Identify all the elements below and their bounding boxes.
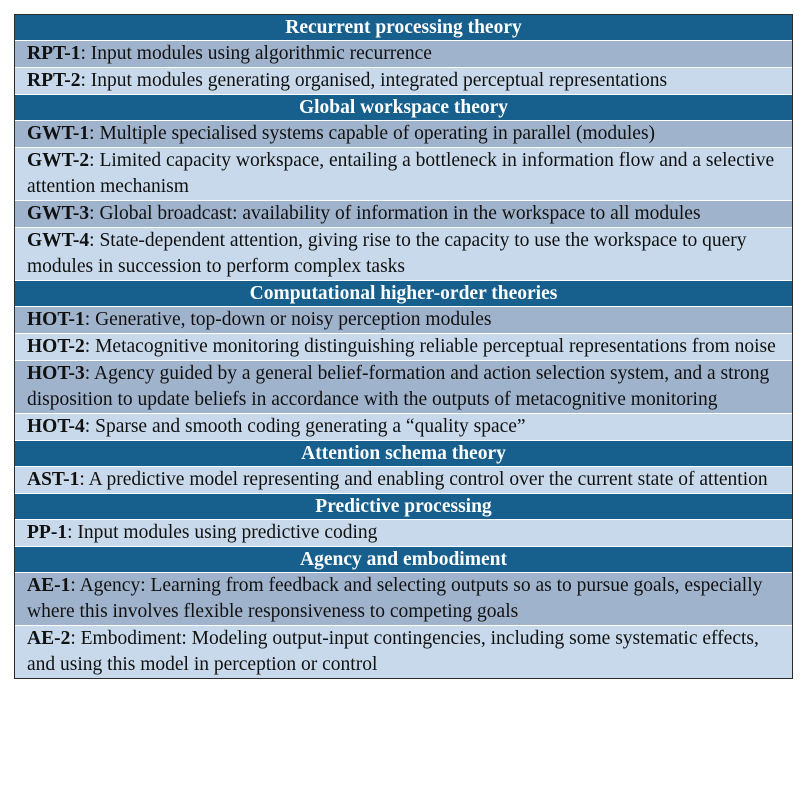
table-row: HOT-3: Agency guided by a general belief-formation and action selection system, and a strong disposition to update beliefs in accordance with the outputs of metacognitive monitoring [15, 361, 792, 414]
indicator-code: HOT-3 [27, 363, 85, 384]
section-header: Predictive processing [15, 494, 792, 520]
section-header: Recurrent processing theory [15, 15, 792, 41]
indicator-code: RPT-1 [27, 43, 81, 64]
indicator-code: GWT-4 [27, 230, 90, 251]
table-row: AE-1: Agency: Learning from feedback and selecting outputs so as to pursue goals, especially where this involves flexible responsiveness to competing goals [15, 573, 792, 626]
indicator-code: HOT-1 [27, 309, 85, 330]
table-row: RPT-1: Input modules using algorithmic recurrence [15, 41, 792, 68]
indicator-code: GWT-1 [27, 123, 90, 144]
indicator-code: AE-2 [27, 628, 71, 649]
table-row: AE-2: Embodiment: Modeling output-input contingencies, including some systematic effects, and using this model in perception or control [15, 626, 792, 678]
indicator-code: AE-1 [27, 575, 71, 596]
indicator-text: Input modules generating organised, integrated perceptual representations [90, 70, 668, 91]
section-header: Computational higher-order theories [15, 281, 792, 307]
table-row: PP-1: Input modules using predictive coding [15, 520, 792, 547]
table-row: HOT-2: Metacognitive monitoring distinguishing reliable perceptual representations from noise [15, 334, 792, 361]
indicator-text: Input modules using algorithmic recurrence [90, 43, 432, 64]
table-row: GWT-2: Limited capacity workspace, entailing a bottleneck in information flow and a selective attention mechanism [15, 148, 792, 201]
indicator-code: RPT-2 [27, 70, 81, 91]
section-header: Agency and embodiment [15, 547, 792, 573]
indicator-text: Agency guided by a general belief-formation and action selection system, and a strong disposition to update beliefs in accordance with the outputs of metacognitive monitoring [27, 363, 770, 410]
table-row: RPT-2: Input modules generating organised, integrated perceptual representations [15, 68, 792, 95]
section-header: Attention schema theory [15, 441, 792, 467]
indicator-table [14, 14, 793, 679]
indicator-text: Limited capacity workspace, entailing a bottleneck in information flow and a selective attention mechanism [27, 150, 775, 197]
table-row: GWT-4: State-dependent attention, giving rise to the capacity to use the workspace to query modules in succession to perform complex tasks [15, 228, 792, 281]
section-header: Global workspace theory [15, 95, 792, 121]
table-row: HOT-4: Sparse and smooth coding generating a “quality space” [15, 414, 792, 441]
indicator-text: Multiple specialised systems capable of operating in parallel (modules) [99, 123, 656, 144]
table-row: AST-1: A predictive model representing and enabling control over the current state of attention [15, 467, 792, 494]
indicator-text: Sparse and smooth coding generating a “quality space” [95, 416, 526, 437]
indicator-code: PP-1 [27, 522, 68, 543]
table-row: GWT-1: Multiple specialised systems capable of operating in parallel (modules) [15, 121, 792, 148]
indicator-code: GWT-3 [27, 203, 90, 224]
table-row: GWT-3: Global broadcast: availability of information in the workspace to all modules [15, 201, 792, 228]
indicator-text: Input modules using predictive coding [77, 522, 378, 543]
indicator-text: Global broadcast: availability of information in the workspace to all modules [99, 203, 701, 224]
indicator-text: State-dependent attention, giving rise to the capacity to use the workspace to query modules in succession to perform complex tasks [27, 230, 747, 277]
indicator-code: AST-1 [27, 469, 80, 490]
indicator-text: Metacognitive monitoring distinguishing reliable perceptual representations from noise [95, 336, 776, 357]
indicator-text: Embodiment: Modeling output-input contingencies, including some systematic effects, and using this model in perception or control [27, 628, 759, 675]
indicator-code: GWT-2 [27, 150, 90, 171]
table-row: HOT-1: Generative, top-down or noisy perception modules [15, 307, 792, 334]
indicator-text: A predictive model representing and enabling control over the current state of attention [88, 469, 768, 490]
indicator-code: HOT-4 [27, 416, 85, 437]
indicator-code: HOT-2 [27, 336, 85, 357]
indicator-text: Agency: Learning from feedback and selecting outputs so as to pursue goals, especially where this involves flexible responsiveness to competing goals [27, 575, 763, 622]
indicator-text: Generative, top-down or noisy perception modules [95, 309, 492, 330]
